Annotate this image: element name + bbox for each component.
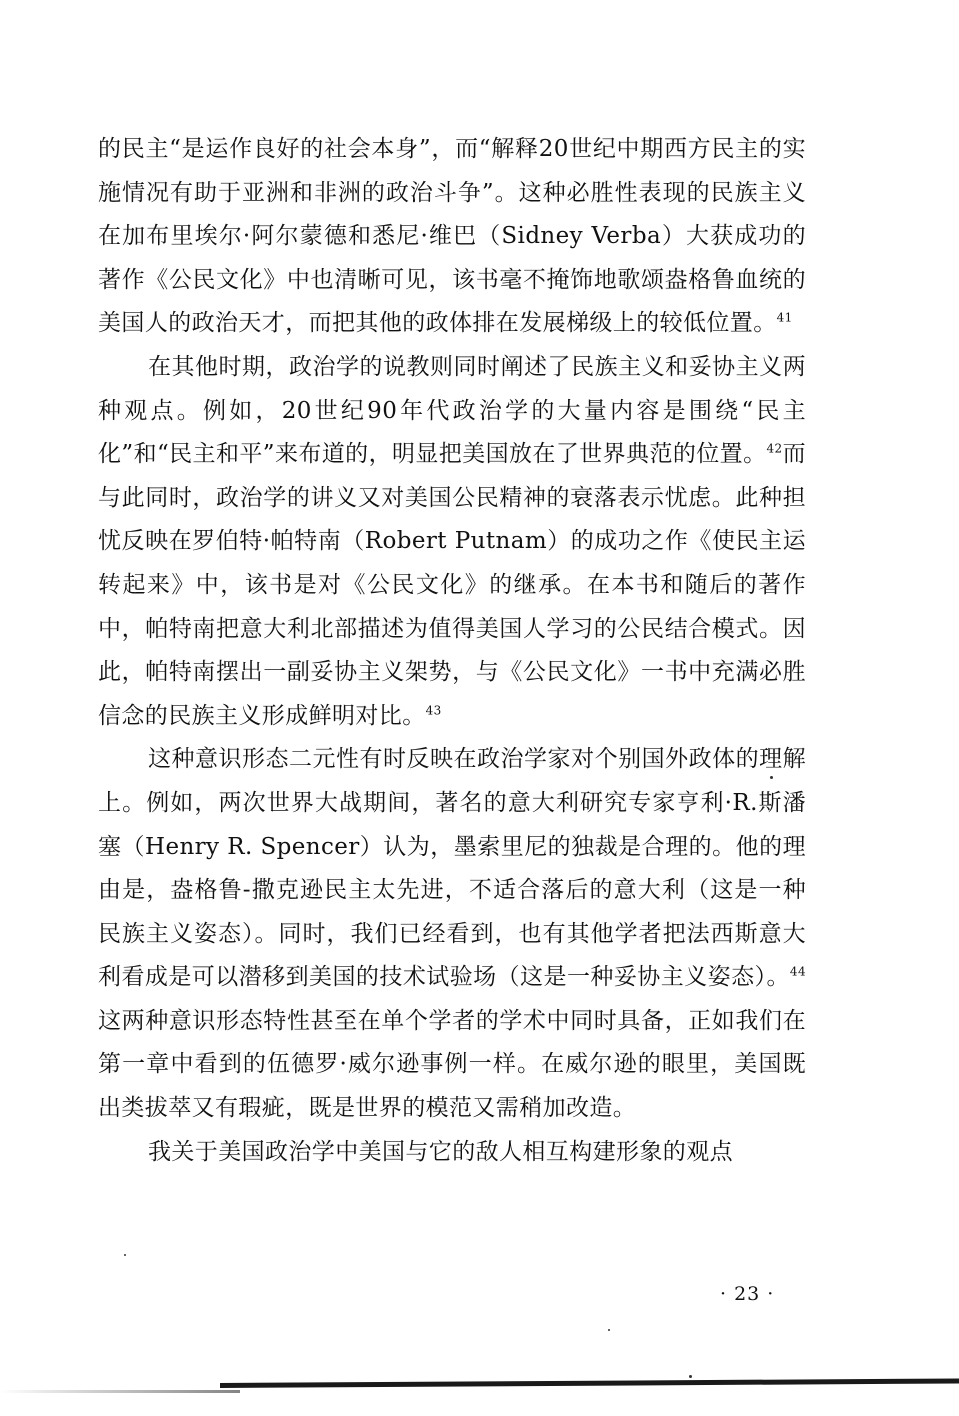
bottom-scan-edge-fade — [0, 1390, 240, 1393]
paragraph-3 — [98, 738, 806, 1130]
paragraph-2 — [98, 346, 806, 738]
paragraph-2-text-continued: 而与此同时，政治学的讲义又对美国公民精神的衰落表示忧虑。此种担忧反映在罗伯特·帕特南（Robert Putnam）的成功之作《使民主运转起来》中，该书是对《公民文化》的继承。在本书和随后的著作中，帕特南把意大利北部描述为值得美国人学习的公民结合模式。因此，帕特南摆出一副妥协主义架势，与《公民文化》一书中充满必胜信念的民族主义形成鲜明对比。 — [98, 441, 807, 729]
footnote-marker-41: 41 — [776, 310, 793, 325]
bottom-scan-edge — [220, 1378, 959, 1388]
body-text — [98, 128, 806, 1174]
paragraph-4-text: 我关于美国政治学中美国与它的敌人相互构建形象的观点 — [148, 1138, 733, 1165]
scan-speck — [124, 1254, 126, 1256]
paragraph-2-text: 在其他时期，政治学的说教则同时阐述了民族主义和妥协主义两种观点。例如，20世纪90年代政治学的大量内容是围绕“民主化”和“民主和平”来布道的，明显把美国放在了世界典范的位置。 — [98, 353, 806, 468]
scan-speck — [689, 1375, 692, 1378]
paragraph-1-text: 的民主“是运作良好的社会本身”，而“解释20世纪中期西方民主的实施情况有助于亚洲和非洲的政治斗争”。这种必胜性表现的民族主义在加布里埃尔·阿尔蒙德和悉尼·维巴（Sidney Verba）大获成功的著作《公民文化》中也清晰可见，该书毫不掩饰地歌颂盎格鲁血统的美国人的政治天才，而把其他的政体排在发展梯级上的较低位置。 — [98, 136, 806, 337]
paragraph-4 — [98, 1131, 806, 1175]
footnote-marker-44: 44 — [789, 964, 806, 979]
paragraph-3-text-continued: 这两种意识形态特性甚至在单个学者的学术中同时具备，正如我们在第一章中看到的伍德罗·威尔逊事例一样。在威尔逊的眼里，美国既出类拔萃又有瑕疵，既是世界的模范又需稍加改造。 — [98, 1007, 806, 1122]
scan-speck — [608, 1329, 610, 1331]
paragraph-3-text: 这种意识形态二元性有时反映在政治学家对个别国外政体的理解上。例如，两次世界大战期间，著名的意大利研究专家亨利·R.斯潘塞（Henry R. Spencer）认为，墨索里尼的独裁是合理的。他的理由是，盎格鲁-撒克逊民主太先进，不适合落后的意大利（这是一种民族主义姿态）。同时，我们已经看到，也有其他学者把法西斯意大利看成是可以潜移到美国的技术试验场（这是一种妥协主义姿态）。 — [98, 746, 806, 991]
page-number: · 23 · — [720, 1283, 775, 1305]
scan-speck — [770, 776, 773, 779]
paragraph-1 — [98, 128, 806, 346]
footnote-marker-42: 42 — [766, 441, 783, 456]
footnote-marker-43: 43 — [425, 703, 442, 718]
